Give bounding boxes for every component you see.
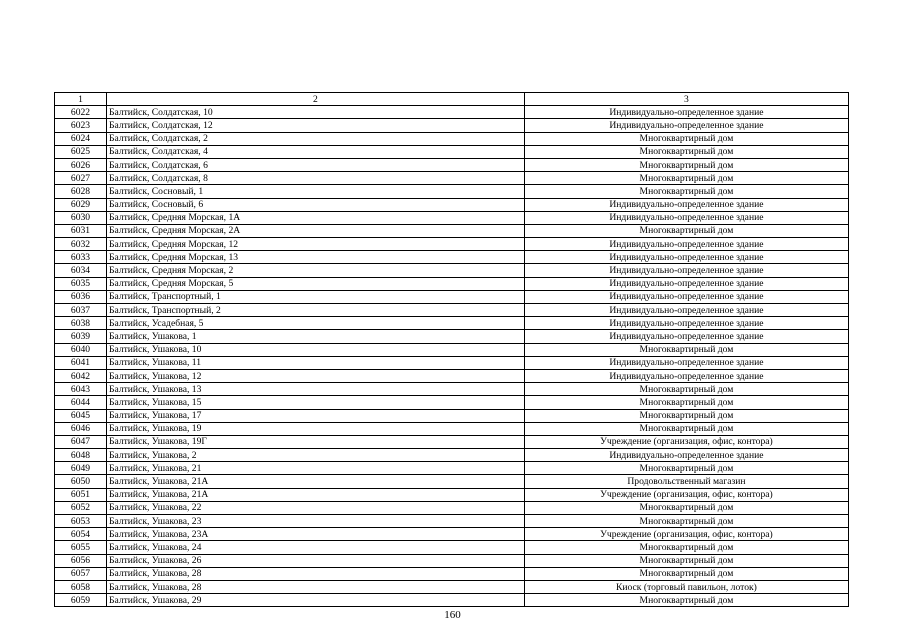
- table-row: [55, 119, 849, 132]
- building-type-cell: Индивидуально-определенное здание: [524, 198, 848, 211]
- building-type-cell: Индивидуально-определенное здание: [524, 238, 848, 251]
- building-type-cell: Киоск (торговый павильон, лоток): [524, 580, 848, 593]
- building-type-cell: Многоквартирный дом: [524, 567, 848, 580]
- row-number-cell: 6047: [55, 435, 107, 448]
- address-cell: Балтийск, Усадебная, 5: [106, 317, 524, 330]
- building-type-cell: Многоквартирный дом: [524, 462, 848, 475]
- address-cell: Балтийск, Ушакова, 19: [106, 422, 524, 435]
- address-cell: Балтийск, Ушакова, 22: [106, 501, 524, 514]
- building-type-cell: Индивидуально-определенное здание: [524, 211, 848, 224]
- row-number-cell: 6053: [55, 515, 107, 528]
- building-type-cell: Многоквартирный дом: [524, 501, 848, 514]
- row-number-cell: 6034: [55, 264, 107, 277]
- table-row: [55, 145, 849, 158]
- building-type-cell: Индивидуально-определенное здание: [524, 290, 848, 303]
- table-row: [55, 251, 849, 264]
- column-header-number: 1: [55, 93, 107, 106]
- address-cell: Балтийск, Солдатская, 10: [106, 106, 524, 119]
- row-number-cell: 6023: [55, 119, 107, 132]
- table-row: [55, 396, 849, 409]
- table-row: [55, 488, 849, 501]
- column-header-address: 2: [106, 93, 524, 106]
- address-cell: Балтийск, Ушакова, 13: [106, 383, 524, 396]
- building-type-cell: Индивидуально-определенное здание: [524, 449, 848, 462]
- row-number-cell: 6036: [55, 290, 107, 303]
- table-row: [55, 238, 849, 251]
- table-row: [55, 277, 849, 290]
- building-type-cell: Индивидуально-определенное здание: [524, 251, 848, 264]
- building-type-cell: Продовольственный магазин: [524, 475, 848, 488]
- building-type-cell: Индивидуально-определенное здание: [524, 369, 848, 382]
- address-cell: Балтийск, Ушакова, 28: [106, 567, 524, 580]
- row-number-cell: 6042: [55, 369, 107, 382]
- table-row: [55, 185, 849, 198]
- row-number-cell: 6058: [55, 580, 107, 593]
- row-number-cell: 6049: [55, 462, 107, 475]
- page-number: 160: [444, 609, 461, 621]
- row-number-cell: 6028: [55, 185, 107, 198]
- address-cell: Балтийск, Транспортный, 2: [106, 304, 524, 317]
- table-row: [55, 567, 849, 580]
- table-row: [55, 106, 849, 119]
- row-number-cell: 6039: [55, 330, 107, 343]
- row-number-cell: 6045: [55, 409, 107, 422]
- building-type-cell: Индивидуально-определенное здание: [524, 356, 848, 369]
- table-row: [55, 449, 849, 462]
- row-number-cell: 6050: [55, 475, 107, 488]
- building-type-cell: Многоквартирный дом: [524, 224, 848, 237]
- row-number-cell: 6054: [55, 528, 107, 541]
- table-row: [55, 528, 849, 541]
- row-number-cell: 6040: [55, 343, 107, 356]
- building-type-cell: Многоквартирный дом: [524, 132, 848, 145]
- row-number-cell: 6057: [55, 567, 107, 580]
- building-type-cell: Индивидуально-определенное здание: [524, 304, 848, 317]
- table-row: [55, 330, 849, 343]
- address-cell: Балтийск, Солдатская, 4: [106, 145, 524, 158]
- address-cell: Балтийск, Ушакова, 17: [106, 409, 524, 422]
- table-row: [55, 554, 849, 567]
- address-cell: Балтийск, Ушакова, 2: [106, 449, 524, 462]
- building-type-cell: Многоквартирный дом: [524, 541, 848, 554]
- building-type-cell: Многоквартирный дом: [524, 158, 848, 171]
- column-header-building-type: 3: [524, 93, 848, 106]
- address-cell: Балтийск, Ушакова, 10: [106, 343, 524, 356]
- row-number-cell: 6035: [55, 277, 107, 290]
- building-type-cell: Индивидуально-определенное здание: [524, 264, 848, 277]
- building-type-cell: Многоквартирный дом: [524, 594, 848, 607]
- row-number-cell: 6038: [55, 317, 107, 330]
- table-row: [55, 580, 849, 593]
- address-cell: Балтийск, Солдатская, 2: [106, 132, 524, 145]
- address-cell: Балтийск, Ушакова, 21: [106, 462, 524, 475]
- row-number-cell: 6051: [55, 488, 107, 501]
- row-number-cell: 6056: [55, 554, 107, 567]
- table-row: [55, 462, 849, 475]
- table-header-row: [55, 93, 849, 106]
- row-number-cell: 6031: [55, 224, 107, 237]
- table-row: [55, 501, 849, 514]
- address-cell: Балтийск, Ушакова, 23А: [106, 528, 524, 541]
- building-type-cell: Многоквартирный дом: [524, 422, 848, 435]
- address-cell: Балтийск, Ушакова, 26: [106, 554, 524, 567]
- row-number-cell: 6024: [55, 132, 107, 145]
- table-row: [55, 211, 849, 224]
- address-cell: Балтийск, Ушакова, 11: [106, 356, 524, 369]
- row-number-cell: 6033: [55, 251, 107, 264]
- row-number-cell: 6037: [55, 304, 107, 317]
- building-type-cell: Многоквартирный дом: [524, 145, 848, 158]
- address-cell: Балтийск, Ушакова, 12: [106, 369, 524, 382]
- table-row: [55, 224, 849, 237]
- address-cell: Балтийск, Сосновый, 6: [106, 198, 524, 211]
- address-cell: Балтийск, Ушакова, 28: [106, 580, 524, 593]
- table-row: [55, 515, 849, 528]
- row-number-cell: 6055: [55, 541, 107, 554]
- address-cell: Балтийск, Средняя Морская, 2: [106, 264, 524, 277]
- address-cell: Балтийск, Ушакова, 24: [106, 541, 524, 554]
- building-type-cell: Многоквартирный дом: [524, 343, 848, 356]
- table-row: [55, 594, 849, 607]
- building-type-cell: Учреждение (организация, офис, контора): [524, 528, 848, 541]
- table-row: [55, 383, 849, 396]
- address-cell: Балтийск, Ушакова, 29: [106, 594, 524, 607]
- building-type-cell: Многоквартирный дом: [524, 409, 848, 422]
- row-number-cell: 6032: [55, 238, 107, 251]
- table-row: [55, 317, 849, 330]
- address-cell: Балтийск, Ушакова, 23: [106, 515, 524, 528]
- row-number-cell: 6052: [55, 501, 107, 514]
- row-number-cell: 6030: [55, 211, 107, 224]
- table-row: [55, 264, 849, 277]
- table-row: [55, 369, 849, 382]
- address-cell: Балтийск, Средняя Морская, 13: [106, 251, 524, 264]
- address-cell: Балтийск, Ушакова, 1: [106, 330, 524, 343]
- building-type-cell: Учреждение (организация, офис, контора): [524, 435, 848, 448]
- table-row: [55, 343, 849, 356]
- building-type-cell: Многоквартирный дом: [524, 396, 848, 409]
- address-cell: Балтийск, Ушакова, 21А: [106, 488, 524, 501]
- building-type-cell: Многоквартирный дом: [524, 383, 848, 396]
- table-row: [55, 198, 849, 211]
- address-cell: Балтийск, Солдатская, 6: [106, 158, 524, 171]
- building-type-cell: Учреждение (организация, офис, контора): [524, 488, 848, 501]
- building-type-cell: Индивидуально-определенное здание: [524, 106, 848, 119]
- building-type-cell: Индивидуально-определенное здание: [524, 330, 848, 343]
- row-number-cell: 6025: [55, 145, 107, 158]
- building-type-cell: Многоквартирный дом: [524, 172, 848, 185]
- address-cell: Балтийск, Транспортный, 1: [106, 290, 524, 303]
- table-row: [55, 435, 849, 448]
- address-cell: Балтийск, Средняя Морская, 1А: [106, 211, 524, 224]
- table-row: [55, 541, 849, 554]
- table-row: [55, 356, 849, 369]
- address-table: [54, 92, 849, 607]
- building-type-cell: Многоквартирный дом: [524, 185, 848, 198]
- building-type-cell: Многоквартирный дом: [524, 554, 848, 567]
- table-row: [55, 304, 849, 317]
- row-number-cell: 6029: [55, 198, 107, 211]
- building-type-cell: Индивидуально-определенное здание: [524, 317, 848, 330]
- address-cell: Балтийск, Сосновый, 1: [106, 185, 524, 198]
- table-row: [55, 422, 849, 435]
- table-row: [55, 409, 849, 422]
- address-cell: Балтийск, Солдатская, 12: [106, 119, 524, 132]
- address-cell: Балтийск, Ушакова, 15: [106, 396, 524, 409]
- row-number-cell: 6059: [55, 594, 107, 607]
- address-cell: Балтийск, Ушакова, 21А: [106, 475, 524, 488]
- building-type-cell: Индивидуально-определенное здание: [524, 119, 848, 132]
- address-cell: Балтийск, Средняя Морская, 5: [106, 277, 524, 290]
- building-type-cell: Индивидуально-определенное здание: [524, 277, 848, 290]
- row-number-cell: 6027: [55, 172, 107, 185]
- row-number-cell: 6043: [55, 383, 107, 396]
- table-row: [55, 172, 849, 185]
- row-number-cell: 6026: [55, 158, 107, 171]
- address-cell: Балтийск, Средняя Морская, 2А: [106, 224, 524, 237]
- table-row: [55, 132, 849, 145]
- building-type-cell: Многоквартирный дом: [524, 515, 848, 528]
- row-number-cell: 6044: [55, 396, 107, 409]
- address-cell: Балтийск, Ушакова, 19Г: [106, 435, 524, 448]
- table-row: [55, 475, 849, 488]
- row-number-cell: 6046: [55, 422, 107, 435]
- table-row: [55, 290, 849, 303]
- row-number-cell: 6041: [55, 356, 107, 369]
- row-number-cell: 6022: [55, 106, 107, 119]
- address-table-body: [55, 93, 849, 607]
- row-number-cell: 6048: [55, 449, 107, 462]
- table-row: [55, 158, 849, 171]
- address-cell: Балтийск, Средняя Морская, 12: [106, 238, 524, 251]
- address-cell: Балтийск, Солдатская, 8: [106, 172, 524, 185]
